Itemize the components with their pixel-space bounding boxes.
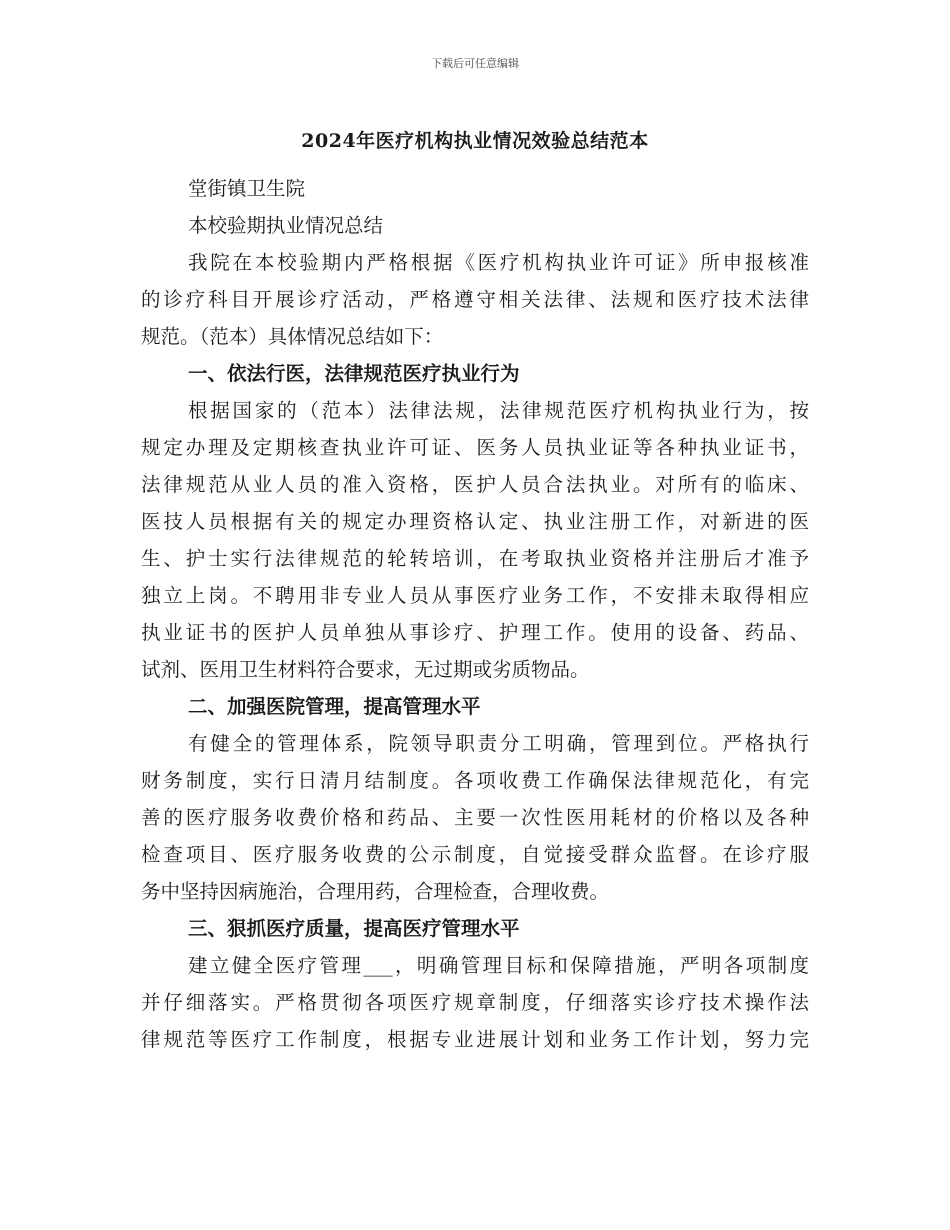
- paragraph-line: 独立上岗。不聘用非专业人员从事医疗业务工作，不安排未取得相应: [141, 584, 809, 607]
- section-heading-2: 二、加强医院管理，提高管理水平: [188, 695, 481, 718]
- paragraph-line: 执业证书的医护人员单独从事诊疗、护理工作。使用的设备、药品、: [141, 621, 809, 644]
- paragraph-line: 有健全的管理体系，院领导职责分工明确，管理到位。严格执行: [188, 732, 809, 755]
- organization-name: 堂街镇卫生院: [188, 177, 306, 200]
- paragraph-line: 建立健全医疗管理___，明确管理目标和保障措施，严明各项制度: [188, 954, 809, 977]
- document-title: 2024年医疗机构执业情况效验总结范本: [301, 130, 649, 152]
- paragraph-line: 务中坚持因病施治，合理用药，合理检查，合理收费。: [141, 880, 610, 903]
- paragraph-line: 的诊疗科目开展诊疗活动，严格遵守相关法律、法规和医疗技术法律: [141, 288, 809, 311]
- paragraph-line: 财务制度，实行日清月结制度。各项收费工作确保法律规范化，有完: [141, 769, 809, 792]
- paragraph-line: 医技人员根据有关的规定办理资格认定、执业注册工作，对新进的医: [141, 510, 809, 533]
- paragraph-line: 规范。（范本）具体情况总结如下：: [141, 325, 444, 348]
- paragraph-line: 并仔细落实。严格贯彻各项医疗规章制度，仔细落实诊疗技术操作法: [141, 991, 809, 1014]
- paragraph-line: 检查项目、医疗服务收费的公示制度，自觉接受群众监督。在诊疗服: [141, 843, 809, 866]
- paragraph-line: 试剂、医用卫生材料符合要求，无过期或劣质物品。: [141, 658, 590, 681]
- paragraph-line: 规定办理及定期核查执业许可证、医务人员执业证等各种执业证书，: [141, 436, 809, 459]
- section-heading-1: 一、依法行医，法律规范医疗执业行为: [188, 362, 520, 385]
- paragraph-line: 善的医疗服务收费价格和药品、主要一次性医用耗材的价格以及各种: [141, 806, 809, 829]
- paragraph-line: 我院在本校验期内严格根据《医疗机构执业许可证》所申报核准: [188, 251, 809, 274]
- header-note: 下载后可任意编辑: [431, 57, 519, 70]
- document-body: [141, 170, 809, 1058]
- paragraph-line: 根据国家的（范本）法律法规，法律规范医疗机构执业行为，按: [188, 399, 809, 422]
- paragraph-line: 律规范等医疗工作制度，根据专业进展计划和业务工作计划，努力完: [141, 1028, 809, 1051]
- section-heading-3: 三、狠抓医疗质量，提高医疗管理水平: [188, 917, 520, 940]
- summary-subtitle: 本校验期执业情况总结: [188, 214, 384, 237]
- paragraph-line: 生、护士实行法律规范的轮转培训，在考取执业资格并注册后才准予: [141, 547, 809, 570]
- paragraph-line: 法律规范从业人员的准入资格，医护人员合法执业。对所有的临床、: [141, 473, 809, 496]
